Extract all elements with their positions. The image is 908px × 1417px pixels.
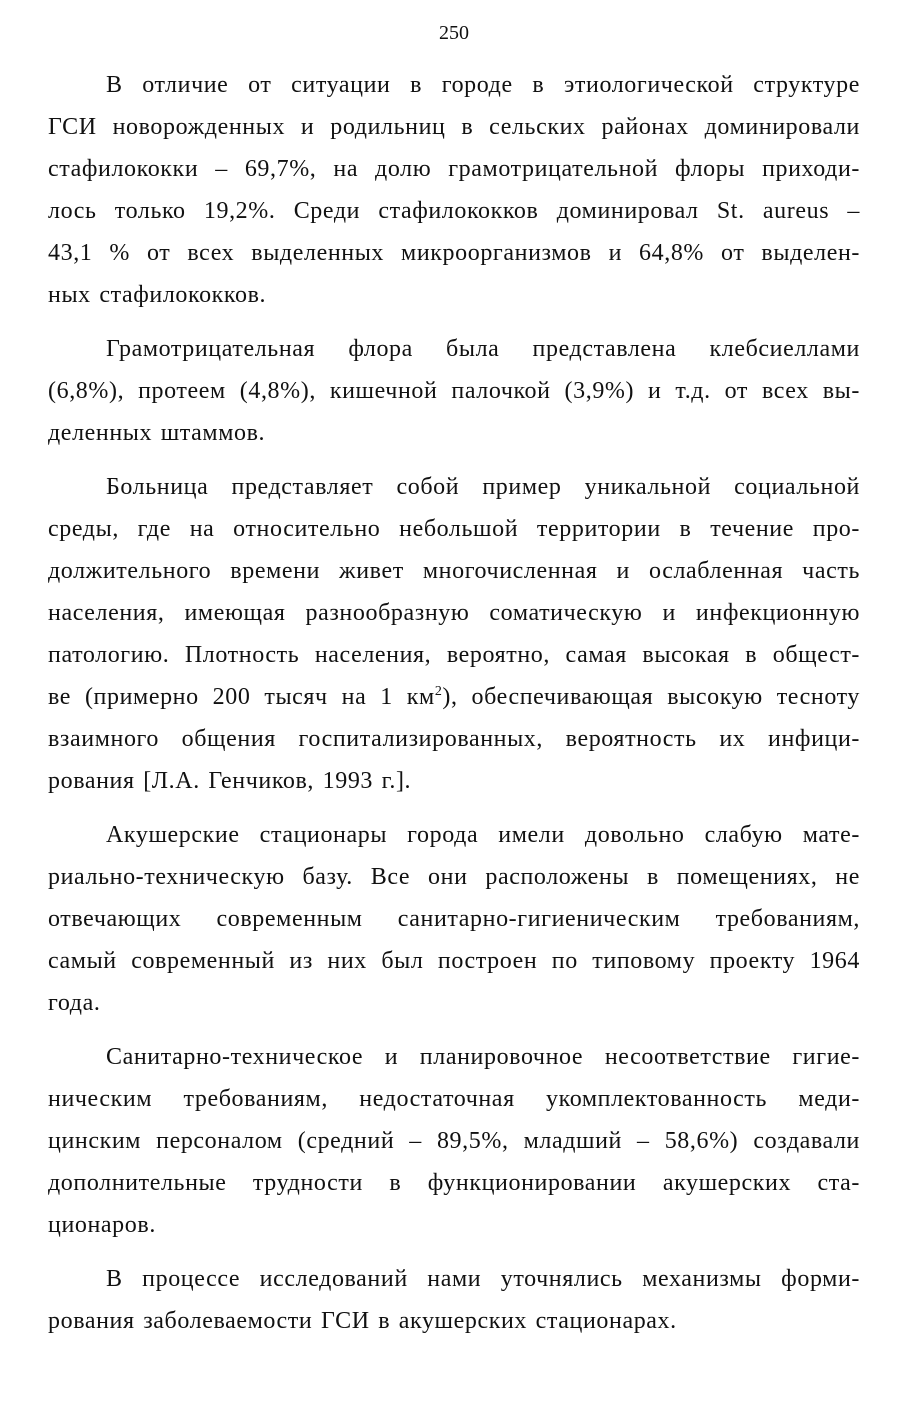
- paragraph-3: [48, 466, 860, 802]
- text-line: ционаров.: [48, 1212, 156, 1238]
- text-line: (6,8%), протеем (4,8%), кишечной палочкой (3,9%) и т.д. от всех вы-: [48, 378, 860, 404]
- text-line: самый современный из них был построен по типовому проекту 1964: [48, 948, 860, 974]
- text-fragment: ве (примерно 200 тысяч на 1 км: [48, 684, 435, 710]
- text-line: В процессе исследований нами уточнялись механизмы форми-: [106, 1266, 860, 1292]
- text-fragment: ), обеспечивающая высокую тесноту: [442, 684, 860, 710]
- text-line: взаимного общения госпитализированных, вероятность их инфици-: [48, 726, 860, 752]
- text-line: рования заболеваемости ГСИ в акушерских стационарах.: [48, 1308, 677, 1334]
- text-line: населения, имеющая разнообразную соматическую и инфекционную: [48, 600, 860, 626]
- text-line: Грамотрицательная флора была представлена клебсиеллами: [106, 336, 860, 362]
- paragraph-5: [48, 1036, 860, 1246]
- text-line: ных стафилококков.: [48, 282, 267, 308]
- text-line: отвечающих современным санитарно-гигиеническим требованиям,: [48, 906, 860, 932]
- text-line: дополнительные трудности в функционировании акушерских ста-: [48, 1170, 860, 1196]
- text-line: В отличие от ситуации в городе в этиологической структуре: [106, 72, 860, 98]
- text-line: риально-техническую базу. Все они расположены в помещениях, не: [48, 864, 860, 890]
- page-number: 250: [439, 22, 469, 44]
- text-line: патологию. Плотность населения, вероятно, самая высокая в общест-: [48, 642, 860, 668]
- paragraph-2: [48, 328, 860, 454]
- text-line: ГСИ новорожденных и родильниц в сельских районах доминировали: [48, 114, 860, 140]
- paragraph-4: [48, 814, 860, 1024]
- text-line: среды, где на относительно небольшой территории в течение про-: [48, 516, 860, 542]
- superscript: 2: [434, 684, 443, 699]
- text-line: стафилококки – 69,7%, на долю грамотрицательной флоры приходи-: [48, 156, 860, 182]
- text-line: Больница представляет собой пример уникальной социальной: [106, 474, 860, 500]
- text-line: деленных штаммов.: [48, 420, 266, 446]
- text-line: рования [Л.А. Генчиков, 1993 г.].: [48, 768, 412, 794]
- text-line: Санитарно-техническое и планировочное несоответствие гигие-: [106, 1044, 860, 1070]
- text-line: ническим требованиям, недостаточная укомплектованность меди-: [48, 1086, 860, 1112]
- text-line: 43,1 % от всех выделенных микроорганизмов и 64,8% от выделен-: [48, 240, 860, 266]
- text-line: Акушерские стационары города имели довольно слабую мате-: [106, 822, 860, 848]
- text-line: года.: [48, 990, 101, 1016]
- paragraph-1: [48, 64, 860, 316]
- text-line-with-superscript: [48, 676, 860, 718]
- text-body: [48, 64, 860, 1354]
- paragraph-6: [48, 1258, 860, 1342]
- text-line: лось только 19,2%. Среди стафилококков доминировал St. aureus –: [48, 198, 860, 224]
- text-line: цинским персоналом (средний – 89,5%, младший – 58,6%) создавали: [48, 1128, 860, 1154]
- text-line: должительного времени живет многочисленная и ослабленная часть: [48, 558, 860, 584]
